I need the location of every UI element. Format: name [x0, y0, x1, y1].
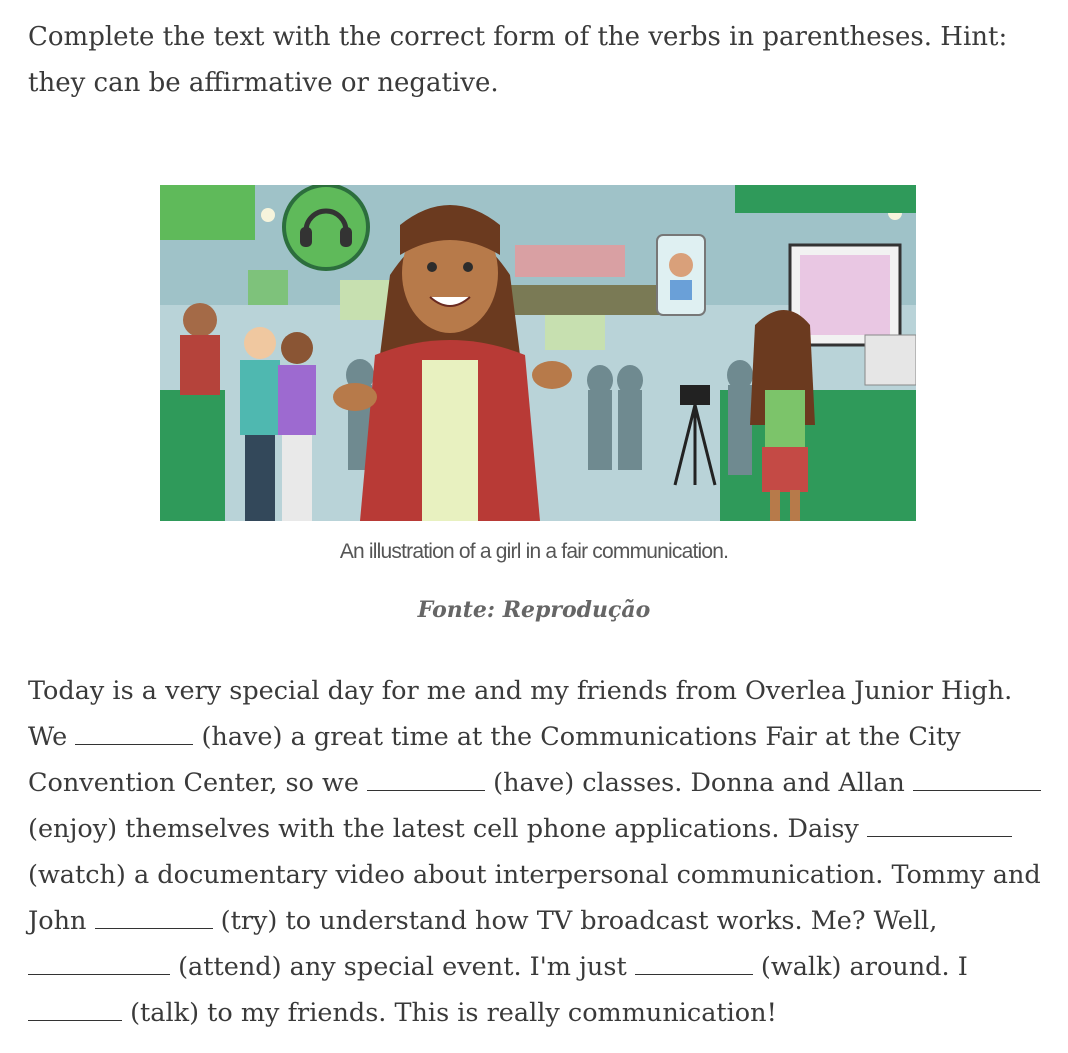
exercise-passage — [28, 668, 1048, 1036]
answer-blank[interactable] — [367, 770, 485, 791]
answer-blank[interactable] — [95, 908, 213, 929]
passage-text: (attend) any special event. I'm just — [178, 952, 627, 982]
figure-caption: An illustration of a girl in a fair communication. — [339, 540, 729, 563]
passage-text: (enjoy) themselves with the latest cell phone applications. Daisy — [28, 814, 859, 844]
answer-blank[interactable] — [913, 770, 1041, 791]
passage-text: (have) classes. Donna and Allan — [493, 768, 905, 798]
passage-text: (have) a great time at the Communications Fair at the City Convention Center, so we — [28, 722, 961, 798]
answer-blank[interactable] — [28, 954, 170, 975]
passage-text: (talk) to my friends. This is really communication! — [130, 998, 777, 1028]
fair-illustration — [160, 185, 916, 521]
passage-text: Today is a very special day for me and my friends from Overlea Junior High. — [28, 676, 1013, 706]
passage-text: (walk) around. I — [760, 952, 968, 982]
passage-text: (try) to understand how TV broadcast works. Me? Well, — [220, 906, 938, 936]
passage-text: (watch) a documentary video about interpersonal communication. Tommy and John — [28, 860, 1041, 936]
passage-text: We — [28, 722, 68, 752]
figure-source: Fonte: Reprodução — [417, 597, 651, 623]
answer-blank[interactable] — [75, 724, 193, 745]
answer-blank[interactable] — [867, 816, 1012, 837]
answer-blank[interactable] — [28, 1000, 122, 1021]
answer-blank[interactable] — [635, 954, 753, 975]
instruction-text: Complete the text with the correct form of the verbs in parentheses. Hint: they can be affirmative or negative. — [28, 22, 1008, 98]
